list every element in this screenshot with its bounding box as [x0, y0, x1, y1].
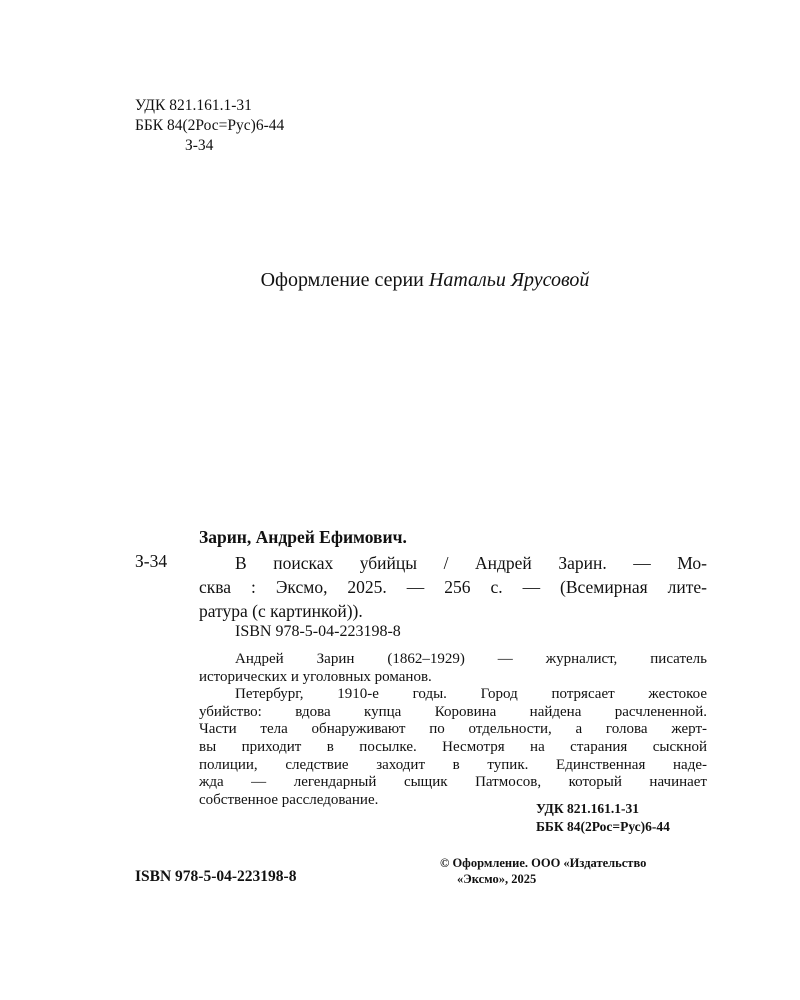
footer-isbn: ISBN 978-5-04-223198-8: [135, 868, 297, 885]
annotation-line: Части тела обнаруживают по отдельности, а голова жерт-: [199, 721, 707, 738]
series-designer-name: Натальи Ярусовой: [428, 269, 590, 291]
bibliographic-description: [199, 551, 707, 623]
record-isbn: ISBN 978-5-04-223198-8: [235, 623, 401, 640]
annotation-line: собственное расследование.: [199, 791, 379, 808]
bibliography-line: ратура (с картинкой)).: [199, 601, 363, 621]
record-author-sign: З-34: [135, 551, 168, 571]
annotation-line: полиции, следствие заходит в тупик. Единственная наде-: [199, 756, 707, 773]
author-heading: Зарин, Андрей Ефимович.: [199, 527, 407, 547]
annotation-line: Андрей Зарин (1862–1929) — журналист, писатель: [235, 651, 707, 667]
series-design-prefix: Оформление серии: [260, 269, 424, 291]
bibliography-line: В поисках убийцы / Андрей Зарин. — Мо-: [235, 553, 707, 573]
annotation: [199, 651, 707, 809]
annotation-line: исторических и уголовных романов.: [199, 668, 432, 685]
record-bbk-code: ББК 84(2Рос=Рус)6-44: [536, 818, 670, 834]
bibliography-line: сква : Эксмо, 2025. — 256 с. — (Всемирная лите-: [199, 577, 707, 597]
bbk-code: ББК 84(2Рос=Рус)6-44: [135, 117, 285, 134]
annotation-line: вы приходит в посылке. Несмотря на старания сыскной: [199, 738, 707, 755]
annotation-line: убийство: вдова купца Коровина найдена расчлененной.: [199, 703, 707, 720]
annotation-line: Петербург, 1910-е годы. Город потрясает жестокое: [235, 686, 707, 703]
udk-code: УДК 821.161.1-31: [135, 97, 252, 114]
author-sign: З-34: [185, 137, 214, 154]
record-classification-codes: [536, 800, 670, 835]
copyright-line: «Эксмо», 2025: [457, 872, 537, 886]
annotation-line: жда — легендарный сыщик Патмосов, который начинает: [199, 774, 707, 791]
copyright-line: © Оформление. ООО «Издательство: [440, 856, 647, 870]
classification-codes: [135, 96, 284, 156]
series-design-credit: [0, 269, 800, 292]
copyright-notice: [440, 855, 646, 887]
record-udk-code: УДК 821.161.1-31: [536, 801, 639, 816]
